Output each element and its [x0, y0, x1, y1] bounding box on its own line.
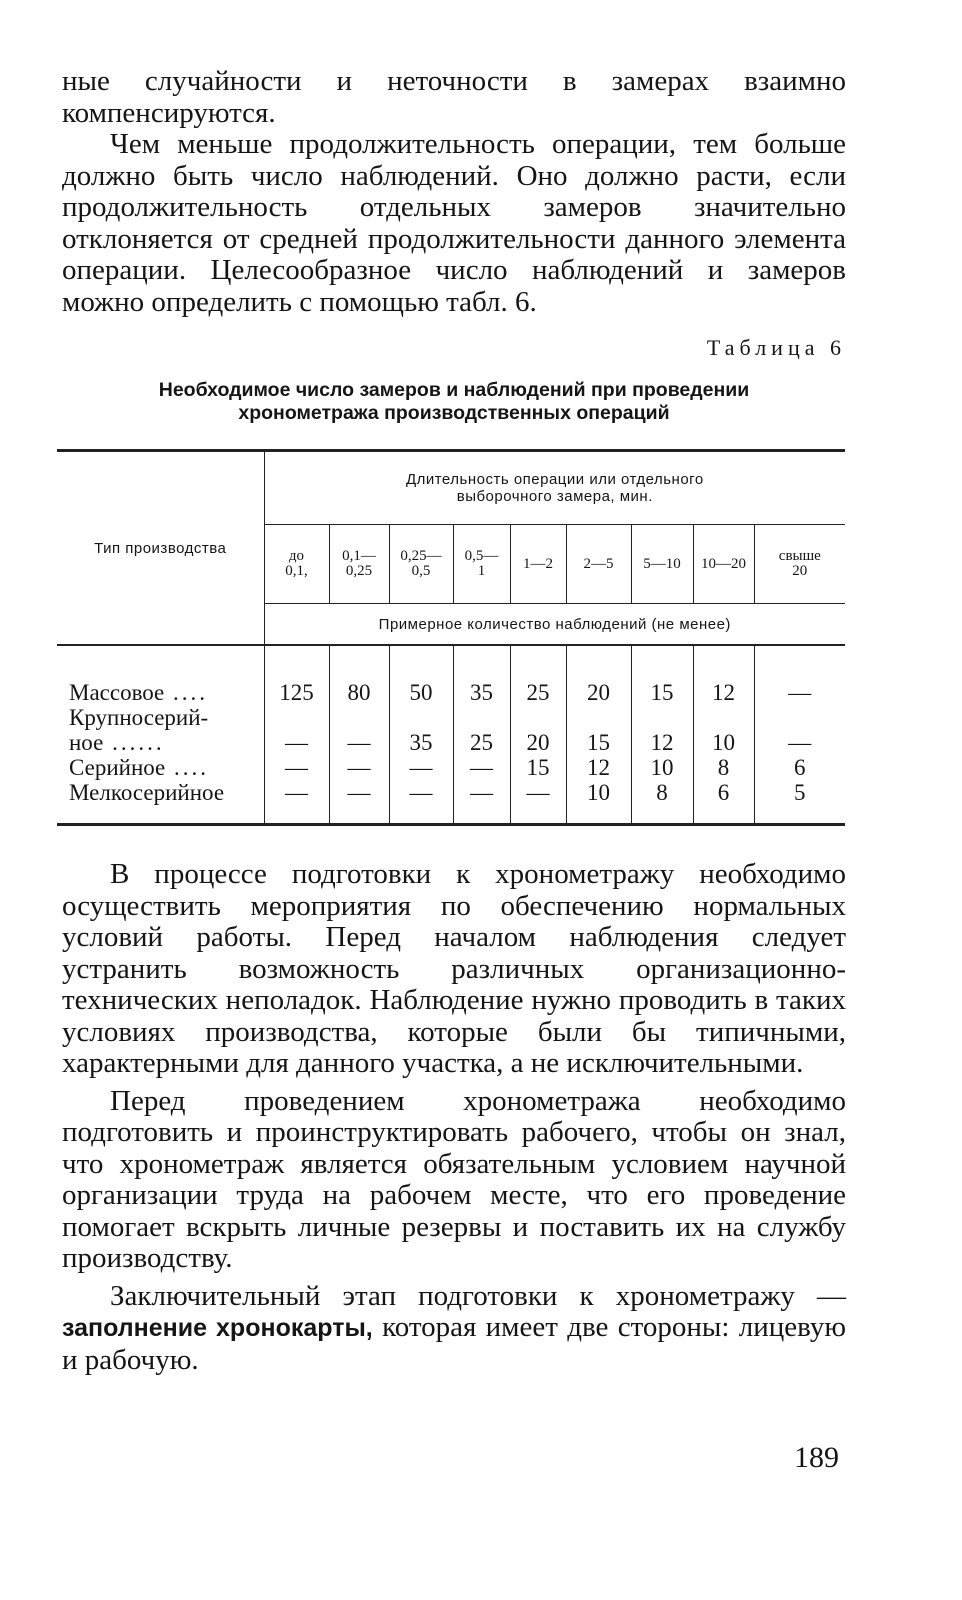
- range-header-5: [566, 525, 631, 604]
- row-name-small-series: Мелкосерийное: [69, 780, 225, 805]
- cell: 12: [712, 680, 735, 705]
- cell: —: [788, 730, 812, 755]
- range-header-7: [693, 525, 754, 604]
- cell: [755, 705, 846, 730]
- range-header-6: [631, 525, 693, 604]
- table-caption: Таблица 6: [706, 335, 846, 360]
- cell: —: [526, 780, 550, 805]
- paragraph-continuation: ные случайности и неточности в замерах взаимно компенсируются.: [62, 65, 846, 129]
- cell: —: [347, 755, 371, 780]
- final-stage-start: Заключительный этап подготовки к хронометражу —: [110, 1279, 846, 1312]
- range-1-bottom: 0,25: [345, 563, 373, 579]
- cell: 6: [717, 780, 730, 805]
- cell: 15: [650, 680, 674, 705]
- cell: —: [409, 780, 433, 805]
- cell: 10: [650, 755, 674, 780]
- paragraph-final-stage: [62, 1281, 846, 1377]
- duration-header-line-1: Длительность операции или отдельного: [405, 471, 704, 488]
- cell: —: [409, 755, 433, 780]
- range-2-top: 0,25—: [400, 548, 442, 564]
- cell: 8: [717, 755, 730, 780]
- table-title-line-2: хронометража производственных операций: [238, 402, 670, 424]
- data-column-6: [631, 645, 693, 825]
- cell: 8: [656, 780, 668, 805]
- cell: 12: [650, 730, 674, 755]
- cell: —: [285, 780, 308, 805]
- cell: 35: [409, 730, 433, 755]
- cell: 20: [587, 680, 610, 705]
- cell: [694, 705, 754, 730]
- paragraph-preparation: В процессе подготовки к хронометражу необходимо осуществить мероприятия по обеспечению нормальных условий работы. Перед началом наблюдения следует устранить возможность различных организационно-технических неполадок. Наблюдение нужно проводить в таких условиях производства, которые были бы типичными, характерными для данного участка, а не исключительными.: [62, 858, 846, 1079]
- range-header-3: [453, 525, 510, 604]
- cell: [390, 705, 453, 730]
- cell: 35: [470, 680, 493, 705]
- row-name-serial: Серийное ....: [69, 755, 209, 780]
- data-column-1: [329, 645, 389, 825]
- cell: —: [470, 780, 493, 805]
- range-0-bottom: 0,1,: [285, 563, 308, 579]
- data-column-3: [453, 645, 510, 825]
- range-6-top: 5—10: [643, 555, 681, 572]
- column-header-duration: [264, 451, 845, 525]
- data-column-4: [510, 645, 566, 825]
- observations-table: [57, 449, 845, 826]
- cell: [265, 705, 329, 730]
- range-header-4: [510, 525, 566, 604]
- row-name-large-series-a: Крупносерий-: [69, 705, 209, 730]
- cell: [511, 705, 566, 730]
- book-page: [62, 66, 846, 1376]
- cell: 50: [409, 680, 433, 705]
- cell: 25: [526, 680, 550, 705]
- row-name-mass: Массовое ....: [69, 680, 209, 705]
- cell: [330, 705, 389, 730]
- data-column-2: [389, 645, 453, 825]
- range-8-top: свыше: [778, 548, 821, 564]
- final-stage-end: которая имеет две стороны: лицевую и рабочую.: [62, 1311, 847, 1376]
- range-8-bottom: 20: [792, 563, 808, 579]
- range-2-bottom: 0,5: [411, 563, 431, 579]
- cell: 20: [526, 730, 550, 755]
- cell: 15: [587, 730, 610, 755]
- range-header-2: [389, 525, 453, 604]
- data-column-0: [264, 645, 329, 825]
- cell: 6: [794, 755, 806, 780]
- row-names: [57, 645, 264, 825]
- range-5-top: 2—5: [583, 555, 614, 572]
- paragraph-observations-count: Чем меньше продолжительность операции, тем больше должно быть число наблюдений. Оно должно расти, если продолжительность отдельных замеров значительно отклоняется от средней продолжительности данного элемента операции. Целесообразное число наблюдений и замеров можно определить с помощью табл. 6.: [62, 128, 846, 318]
- column-header-approx-count: Примерное количество наблюдений (не менее): [264, 604, 845, 646]
- cell: 25: [470, 730, 493, 755]
- duration-header-line-2: выборочного замера, мин.: [456, 488, 653, 505]
- range-header-8: [754, 525, 845, 604]
- data-column-8: [754, 645, 845, 825]
- final-stage-bold: заполнение хронокарты,: [62, 1314, 373, 1342]
- table-title-line-1: Необходимое число замеров и наблюдений при проведении: [158, 379, 750, 401]
- cell: —: [285, 755, 308, 780]
- range-3-bottom: 1: [477, 563, 486, 579]
- column-header-production-type: Тип производства: [57, 451, 264, 646]
- cell: 125: [279, 680, 314, 705]
- range-3-top: 0,5—: [464, 548, 499, 564]
- cell: [454, 705, 510, 730]
- cell: 15: [526, 755, 550, 780]
- cell: 12: [587, 755, 610, 780]
- paragraph-worker-instruction: Перед проведением хронометража необходимо подготовить и проинструктировать рабочего, чтобы он знал, что хронометраж является обязательным условием научной организации труда на рабочем месте, что его проведение помогает вскрыть личные резервы и поставить их на службу производству.: [62, 1084, 846, 1274]
- table-title: [62, 379, 846, 425]
- data-column-7: [693, 645, 754, 825]
- cell: —: [347, 780, 371, 805]
- cell: [632, 705, 693, 730]
- data-column-5: [566, 645, 631, 825]
- cell: [567, 705, 631, 730]
- page-number: 189: [794, 1441, 839, 1474]
- range-header-1: [329, 525, 389, 604]
- cell: 5: [794, 780, 806, 805]
- range-0-top: до: [288, 548, 305, 564]
- range-7-top: 10—20: [701, 555, 746, 572]
- cell: 10: [587, 780, 610, 805]
- range-header-0: [264, 525, 329, 604]
- cell: —: [788, 680, 812, 705]
- row-name-large-series-b: ное ......: [69, 730, 165, 755]
- range-4-top: 1—2: [523, 555, 553, 572]
- cell: —: [470, 755, 493, 780]
- range-1-top: 0,1—: [342, 548, 376, 564]
- cell: 10: [712, 730, 735, 755]
- cell: 80: [347, 680, 371, 705]
- cell: —: [347, 730, 371, 755]
- cell: —: [285, 730, 308, 755]
